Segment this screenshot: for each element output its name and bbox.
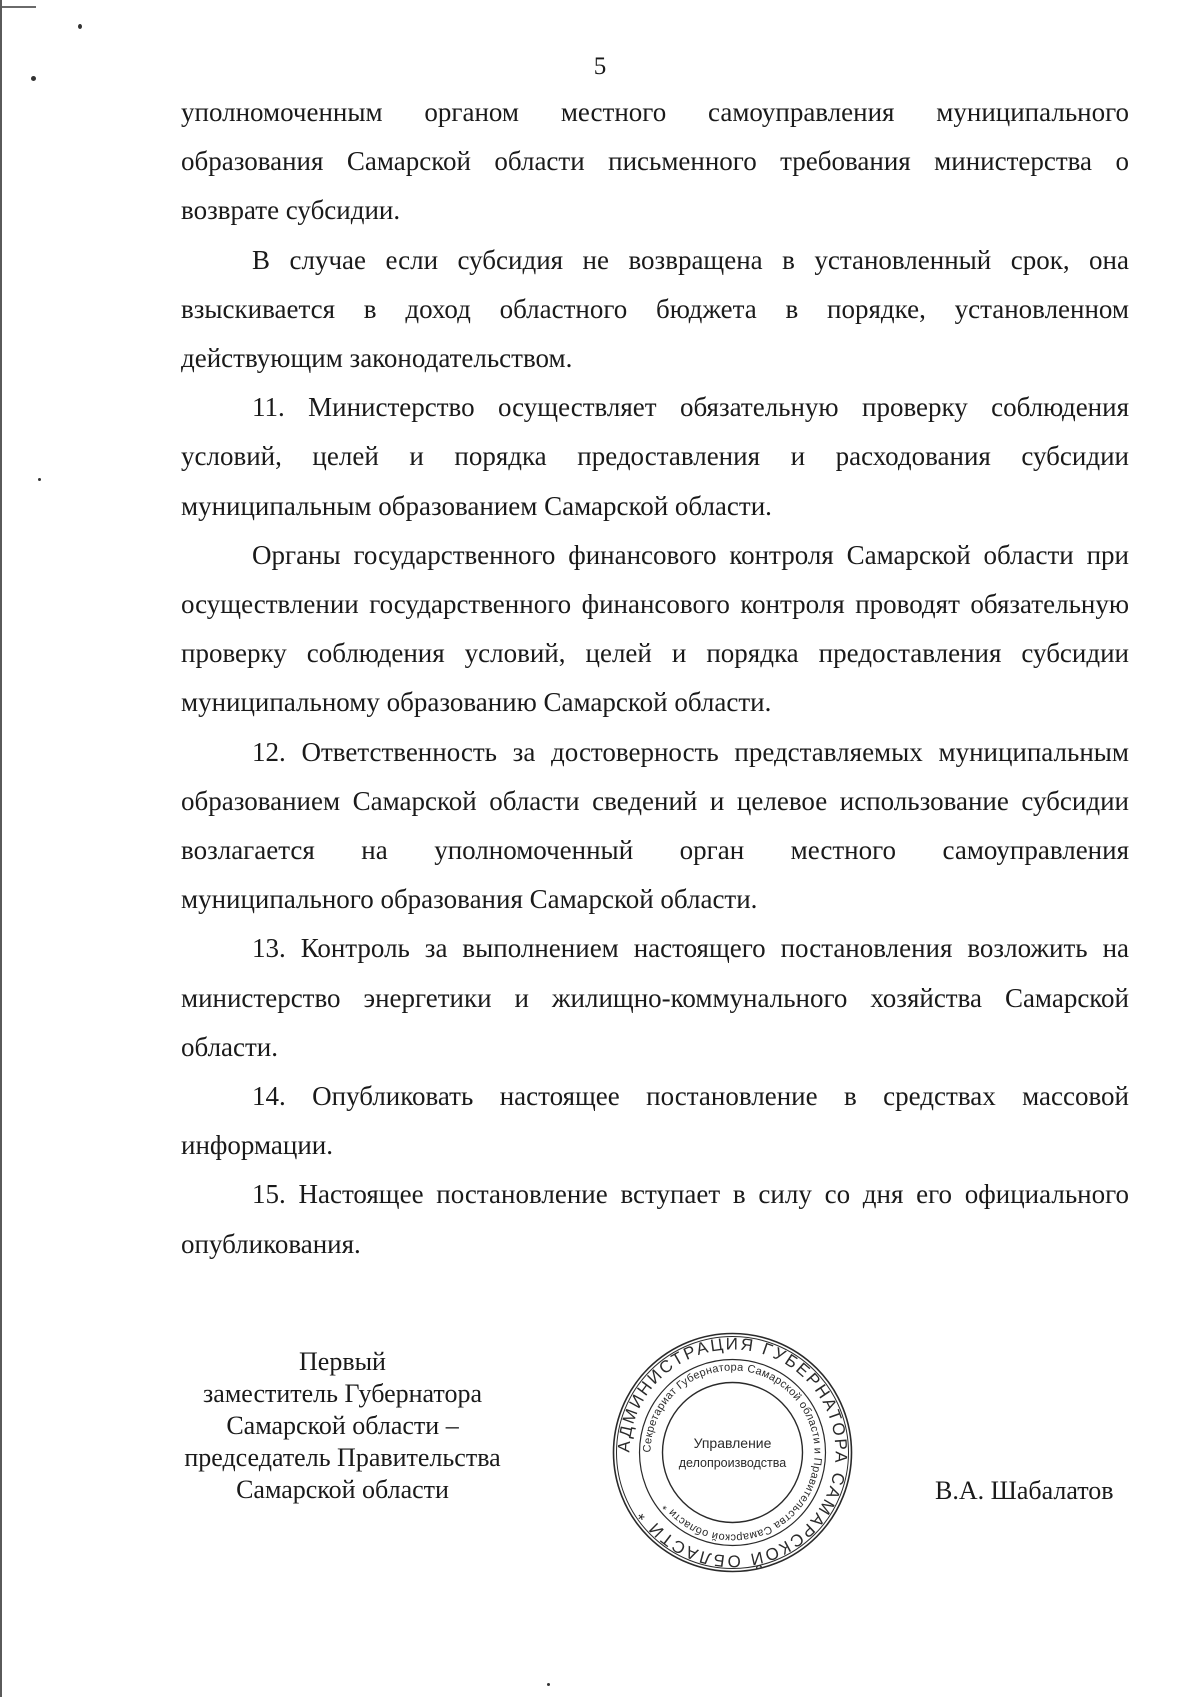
scan-speck	[38, 478, 41, 481]
paragraph: 13. Контроль за выполнением настоящего постановления возложить на министерство энергетики и жилищно-коммунального хозяйства Самарской области.	[181, 933, 1129, 1062]
seal-center-line: делопроизводства	[678, 1456, 787, 1470]
signatory-title-line: председатель Правительства	[184, 1443, 501, 1472]
scan-left-edge	[0, 0, 2, 1697]
scan-corner-mark	[2, 6, 36, 8]
page-number: 5	[593, 53, 607, 80]
official-seal	[610, 1330, 855, 1575]
signatory-title	[150, 1346, 535, 1506]
signatory-title-line: Первый	[299, 1347, 386, 1376]
signatory-title-line: заместитель Губернатора	[203, 1379, 482, 1408]
paragraph: 14. Опубликовать настоящее постановление в средствах массовой информации.	[181, 1081, 1129, 1161]
seal-inner-text: Секретариат Губернатора Самарской области и Правительства Самарской области *	[641, 1361, 824, 1544]
signatory-title-line: Самарской области	[236, 1475, 449, 1504]
paragraph: В случае если субсидия не возвращена в установленный срок, она взыскивается в доход областного бюджета в порядке, установленном действующим законодательством.	[181, 244, 1129, 374]
seal-center-line: Управление	[693, 1435, 772, 1451]
document-body	[181, 88, 1129, 1269]
paragraph: 11. Министерство осуществляет обязательную проверку соблюдения условий, целей и порядка предоставления и расходования субсидии муниципальным образованием Самарской области.	[181, 392, 1129, 521]
signatory-name: В.А. Шабалатов	[935, 1476, 1114, 1505]
paragraph: 15. Настоящее постановление вступает в силу со дня его официального опубликования.	[181, 1179, 1129, 1259]
paragraph: 12. Ответственность за достоверность представляемых муниципальным образованием Самарской области сведений и целевое использование субсидии возлагается на уполномоченный орган местного самоуправления муниципального образования Самарской области.	[181, 736, 1129, 915]
paragraph: Органы государственного финансового контроля Самарской области при осуществлении государственного финансового контроля проводят обязательную проверку соблюдения условий, целей и порядка предоставления субсидии муниципальному образованию Самарской области.	[181, 539, 1129, 718]
paragraph: уполномоченным органом местного самоуправления муниципального образования Самарской области письменного требования министерства о возврате субсидии.	[181, 97, 1129, 226]
seal-outer-text: АДМИНИСТРАЦИЯ ГУБЕРНАТОРА САМАРСКОЙ ОБЛАСТИ *	[614, 1334, 851, 1571]
scan-speck	[78, 24, 82, 29]
scan-speck	[547, 1683, 550, 1686]
signatory-title-line: Самарской области –	[226, 1411, 459, 1440]
